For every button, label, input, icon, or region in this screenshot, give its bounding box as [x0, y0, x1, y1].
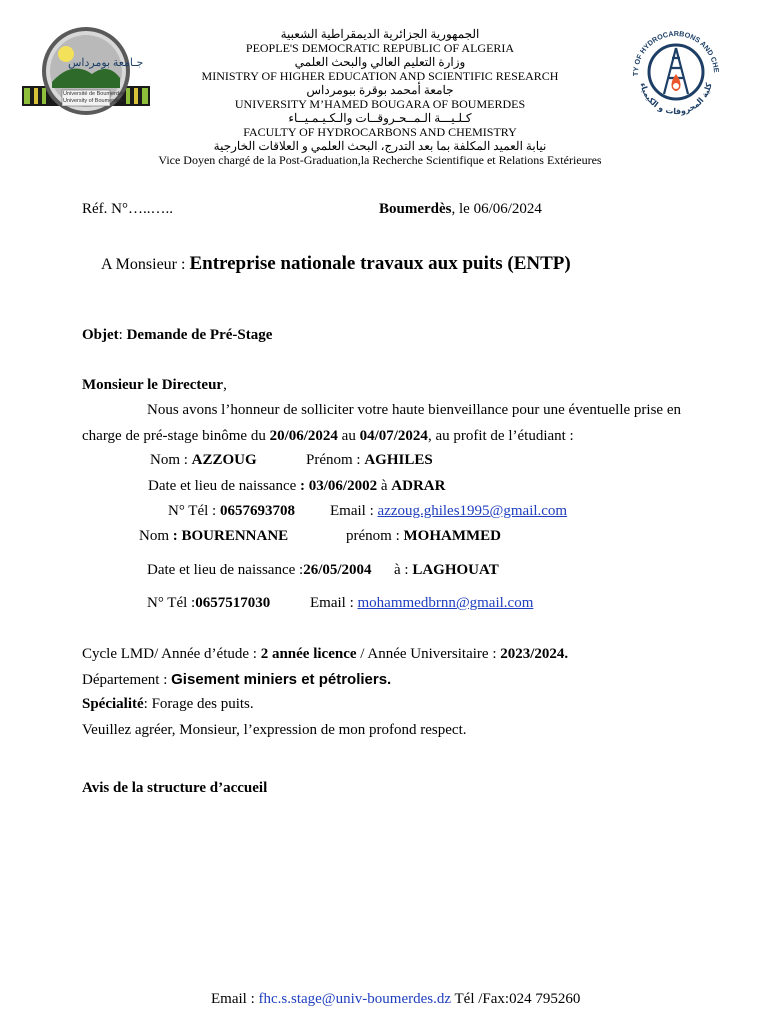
subject-value: Demande de Pré-Stage	[126, 327, 273, 343]
p-text-a: charge de pré-stage binôme du	[82, 428, 270, 444]
salutation	[82, 377, 227, 394]
p-text-b: au	[337, 428, 360, 444]
tel-label: N° Tél :	[168, 503, 220, 519]
footer-email-label: Email :	[211, 991, 259, 1007]
student2-tel	[147, 595, 270, 612]
student2-email	[310, 595, 533, 612]
faculty-logo-top-text: TY OF HYDROCARBONS AND CHE	[630, 28, 722, 77]
reference-number: Réf. N°…..…..	[82, 201, 173, 217]
nom-value: : BOURENNANE	[172, 528, 289, 544]
department-line	[82, 671, 391, 689]
place-date	[379, 201, 542, 218]
avis-heading: Avis de la structure d’accueil	[82, 780, 268, 796]
header-line-en-3: UNIVERSITY M’HAMED BOUGARA OF BOUMERDES	[234, 97, 526, 111]
prenom-value: AGHILES	[364, 452, 433, 468]
header-line-ar-1: الجمهورية الجزائرية الديمقراطية الشعبية	[280, 27, 480, 41]
tel-value: 0657693708	[219, 503, 295, 519]
subject-label: Objet	[82, 327, 119, 343]
tel-value: 0657517030	[195, 595, 271, 611]
birth-date: 03/06/2002	[308, 478, 378, 494]
dept-label: Département :	[82, 672, 172, 688]
cycle-label: Cycle LMD/ Année d’étude :	[82, 646, 261, 662]
prenom-label: Prénom :	[306, 452, 365, 468]
birth-label: Date et lieu de naissance :	[147, 562, 304, 578]
footer-contact	[211, 991, 580, 1008]
tel-label: N° Tél :	[147, 595, 196, 611]
student1-prenom	[306, 452, 433, 469]
birth-place: LAGHOUAT	[412, 562, 499, 578]
speciality-line	[82, 696, 254, 713]
p-text-c: , au profit de l’étudiant :	[427, 428, 574, 444]
student2-email-link[interactable]: mohammedbrnn@gmail.com	[357, 595, 534, 611]
annee-label: / Année Universitaire :	[356, 646, 501, 662]
student1-birth	[148, 478, 445, 495]
birth-label: Date et lieu de naissance	[148, 478, 301, 494]
logo-arabic-text: جـامعة بومرداس	[68, 57, 144, 69]
nom-label: Nom	[139, 528, 173, 544]
faculty-logo	[624, 22, 728, 126]
header-line-ar-5: نيابة العميد المكلفة بما بعد التدرج، البحث العلمي و العلاقات الخارجية	[213, 139, 547, 153]
cycle-value: 2 année licence	[260, 646, 357, 662]
recipient-name: Entreprise nationale travaux aux puits (ENTP)	[189, 253, 571, 274]
birth-place: ADRAR	[391, 478, 446, 494]
recipient	[101, 253, 571, 275]
date-from: 20/06/2024	[269, 428, 338, 444]
birth-a: à	[377, 478, 392, 494]
closing-line: Veuillez agréer, Monsieur, l’expression de mon profond respect.	[82, 722, 467, 738]
birth-date: 26/05/2004	[303, 562, 372, 578]
logo-fr-text: Université de Boumerdes	[63, 91, 125, 97]
spec-label: Spécialité	[82, 696, 144, 712]
header-line-en-2: MINISTRY OF HIGHER EDUCATION AND SCIENTIFIC RESEARCH	[201, 69, 559, 83]
cycle-line	[82, 646, 568, 663]
student2-nom	[139, 528, 288, 545]
nom-label: Nom :	[150, 452, 192, 468]
student2-birth	[147, 562, 372, 579]
student1-email-link[interactable]: azzoug.ghiles1995@gmail.com	[377, 503, 568, 519]
nom-value: AZZOUG	[191, 452, 257, 468]
salutation-text: Monsieur le Directeur	[82, 377, 224, 393]
header-line-fr: Vice Doyen chargé de la Post-Graduation,la Recherche Scientifique et Relations Extérieures	[158, 153, 602, 167]
header-line-ar-3: جامعة أمحمد بوقرة ببومرداس	[306, 83, 454, 97]
birth-a: à :	[394, 562, 413, 578]
recipient-prefix: A Monsieur :	[101, 256, 190, 273]
student1-email	[330, 503, 567, 520]
spec-value: : Forage des puits.	[143, 696, 254, 712]
student2-prenom	[346, 528, 501, 545]
header-line-ar-4: كـلـيـــة الـمــحـروقــات والـكـيـمـيــاء	[288, 111, 472, 125]
header-line-ar-2: وزارة التعليم العالي والبحث العلمي	[294, 55, 466, 69]
logo-en-text: University of Boumerdes	[63, 98, 123, 104]
salutation-punct: ,	[223, 377, 227, 393]
email-label: Email :	[330, 503, 378, 519]
paragraph-line-1: Nous avons l’honneur de solliciter votre haute bienveillance pour une éventuelle prise en	[147, 402, 681, 418]
paragraph-line-2	[82, 428, 574, 445]
student1-tel	[168, 503, 295, 520]
subject	[82, 327, 272, 344]
faculty-logo-bottom-text: كلية المحروقات و الكيمياء	[638, 81, 714, 117]
header-line-en-4: FACULTY OF HYDROCARBONS AND CHEMISTRY	[243, 125, 517, 139]
subject-sep: :	[118, 327, 127, 343]
prenom-label: prénom :	[346, 528, 404, 544]
header-line-en-1: PEOPLE'S DEMOCRATIC REPUBLIC OF ALGERIA	[245, 41, 515, 55]
prenom-value: MOHAMMED	[403, 528, 501, 544]
birth-sep: :	[300, 478, 309, 494]
annee-value: 2023/2024.	[500, 646, 569, 662]
student2-birthplace	[394, 562, 499, 579]
student1-nom	[150, 452, 257, 469]
dept-value: Gisement miniers et pétroliers.	[171, 671, 392, 688]
email-label: Email :	[310, 595, 358, 611]
footer-email-link[interactable]: fhc.s.stage@univ-boumerdes.dz	[258, 991, 452, 1007]
city: Boumerdès	[379, 201, 452, 217]
footer-tel: Tél /Fax:024 795260	[451, 991, 581, 1007]
date-to: 04/07/2024	[359, 428, 428, 444]
date: , le 06/06/2024	[451, 201, 542, 217]
